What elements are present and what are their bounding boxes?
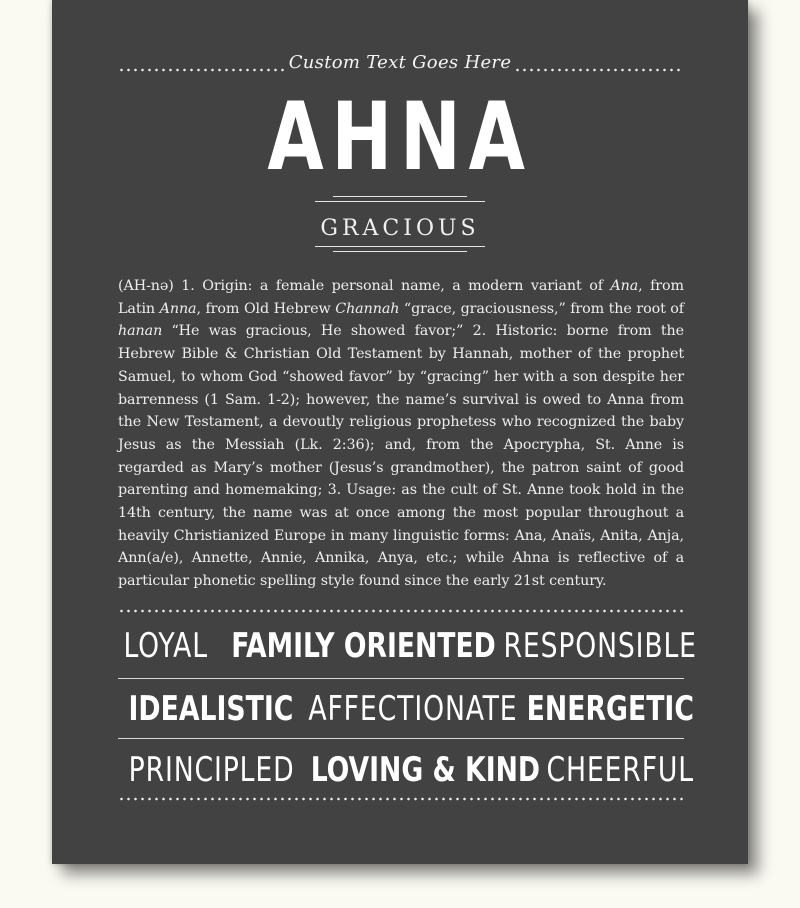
trait-row-2: [118, 687, 695, 731]
name-poster: [52, 0, 748, 864]
rule-upper-2: [315, 201, 485, 202]
trait-row-1: [118, 624, 697, 668]
rule-lower-1: [315, 246, 485, 247]
trait-separator-1: [118, 678, 684, 679]
rule-lower-2: [333, 251, 467, 252]
trait-word: ENERGETIC: [527, 689, 695, 729]
trait-word: AFFECTIONATE: [308, 689, 518, 729]
dotted-divider-traits-top: [118, 609, 684, 613]
trait-word: PRINCIPLED: [128, 750, 295, 790]
trait-word: IDEALISTIC: [128, 689, 294, 729]
trait-word: LOVING & KIND: [310, 750, 540, 790]
rule-upper-1: [333, 196, 467, 197]
dotted-divider-traits-bottom: [118, 797, 684, 801]
trait-word: FAMILY ORIENTED: [231, 626, 497, 666]
dotted-divider-right: [514, 68, 684, 72]
tagline: Custom Text Goes Here: [288, 52, 512, 73]
trait-row-3: [118, 748, 694, 792]
trait-word: LOYAL: [123, 626, 208, 666]
name-definition: (AH-nə) 1. Origin: a female personal name, a modern variant of Ana, from Latin Anna, from Old Hebrew Channah “grace, graciousness,” from the root of hanan “He was gracious, He showed favor;” 2. Historic: borne from the Hebrew Bible & Christian Old Testament by Hannah, mother of the prophet Samuel, to whom God “showed favor” by “gracing” her with a son despite her barrenness (1 Sam. 1-2); however, the name’s survival is owed to Anna from the New Testament, a devoutly religious prophetess who recognized the baby Jesus as the Messiah (Lk. 2:36); and, from the Apocrypha, St. Anne is regarded as Mary’s mother (Jesus’s grandmother), the patron saint of good parenting and homemaking; 3. Usage: as the cult of St. Anne took hold in the 14th century, the name was at once among the most popular throughout a heavily Christianized Europe in many linguistic forms: Ana, Anaïs, Anita, Anja, Ann(a/e), Annette, Annie, Annika, Anya, etc.; while Ahna is reflective of a particular phonetic spelling style found since the early 21st century.: [118, 278, 685, 590]
trait-word: RESPONSIBLE: [503, 626, 697, 666]
name-title: AHNA: [267, 83, 533, 192]
trait-word: CHEERFUL: [546, 750, 694, 790]
trait-separator-2: [118, 738, 684, 739]
name-meaning: GRACIOUS: [320, 216, 480, 241]
